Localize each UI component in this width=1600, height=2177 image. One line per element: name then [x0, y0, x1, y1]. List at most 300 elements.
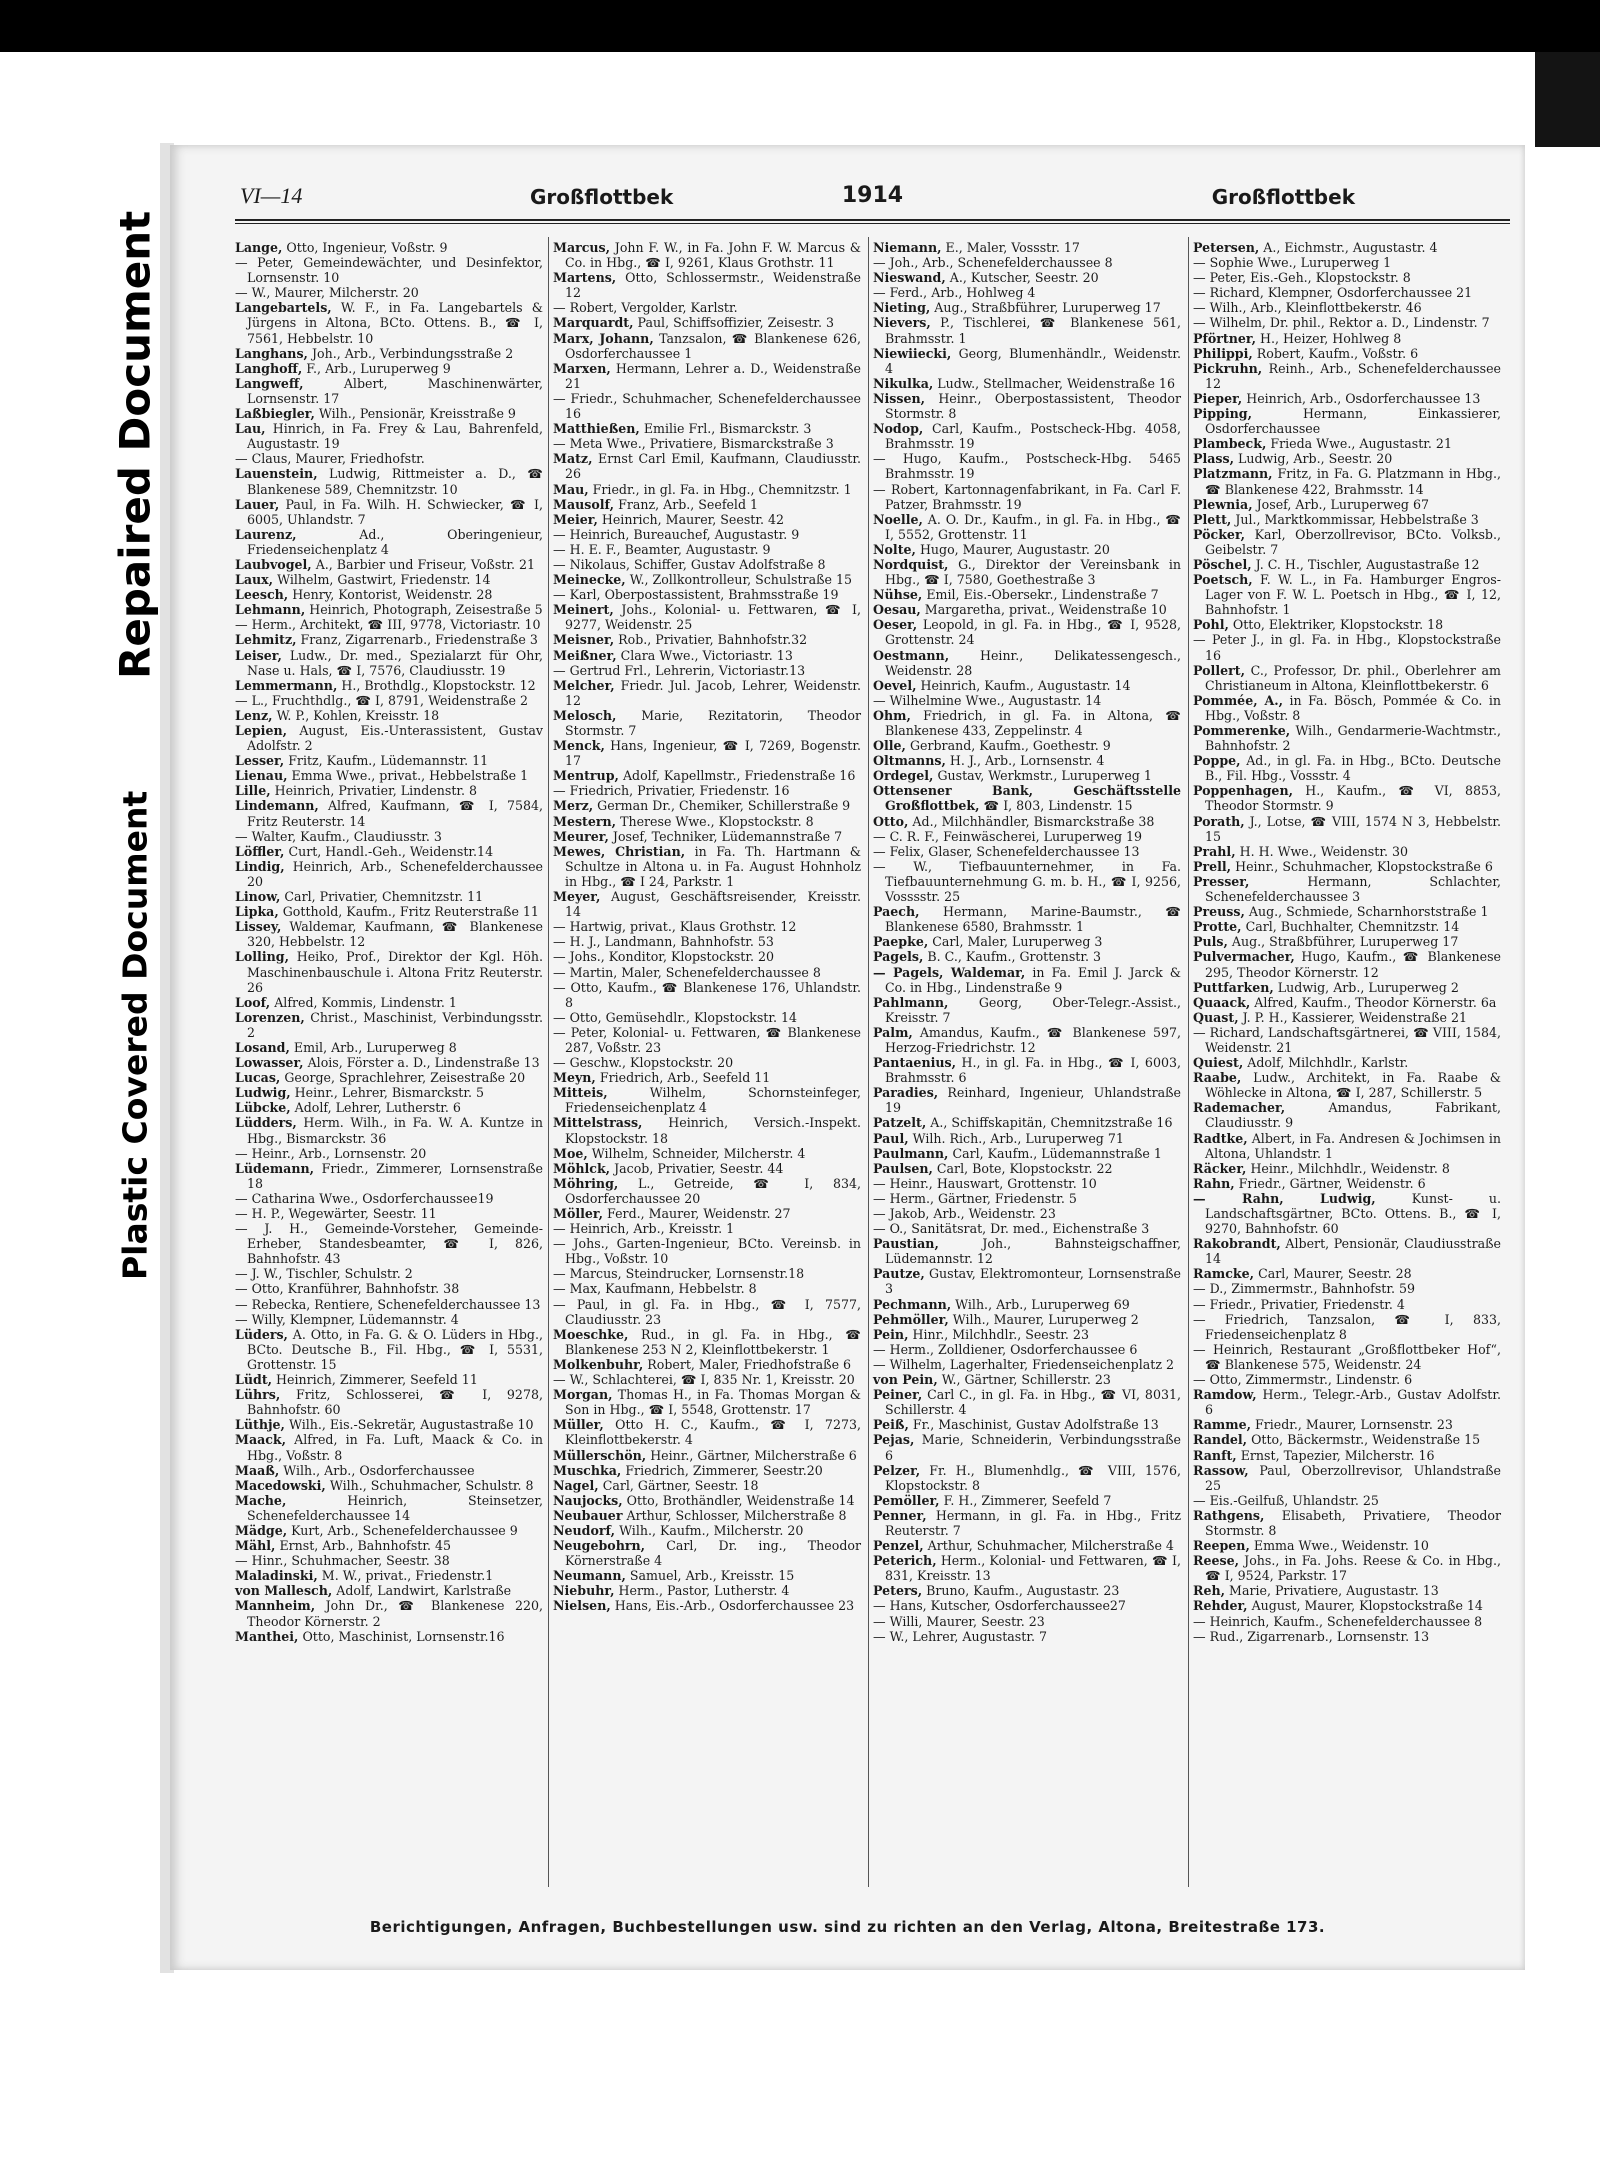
entry-name: Paepke,: [873, 934, 929, 950]
entry-details: Georg, Blumenhändlr., Weidenstr. 4: [885, 345, 1181, 376]
entry-details: — Peter, Gemeindewächter, und Desinfektor, Lornsenstr. 10: [235, 255, 543, 286]
directory-entry: [1193, 1191, 1501, 1236]
entry-name: Meisner,: [553, 632, 615, 648]
directory-entry: [553, 572, 861, 587]
entry-name: Maaß,: [235, 1462, 280, 1478]
entry-name: Lehmitz,: [235, 632, 297, 648]
directory-entry: [553, 300, 861, 315]
entry-details: G., Direktor der Vereinsbank in Hbg., ☎ I, 7580, Goethestraße 3: [885, 556, 1181, 588]
entry-name: Poppe,: [1193, 753, 1241, 769]
entry-details: Jul., Marktkommissar, Hebbelstraße 3: [1235, 511, 1479, 527]
directory-entry: [873, 255, 1181, 270]
entry-name: Pickruhn,: [1193, 360, 1263, 376]
entry-name: Mannheim,: [235, 1598, 316, 1614]
directory-entry: [1193, 240, 1501, 255]
entry-details: — Hugo, Kaufm., Postscheck-Hbg. 5465 Brahmsstr. 19: [873, 451, 1181, 482]
entry-name: Marquardt,: [553, 315, 634, 331]
entry-details: Wilh., Pensionär, Kreisstraße 9: [318, 406, 516, 422]
entry-name: Rehder,: [1193, 1598, 1248, 1614]
entry-name: Nievers,: [873, 315, 931, 331]
directory-entry: [235, 1266, 543, 1281]
directory-entry: [553, 1523, 861, 1538]
entry-name: — Rahn, Ludwig,: [1193, 1190, 1376, 1206]
entry-name: Pelzer,: [873, 1462, 921, 1478]
directory-entry: [1193, 934, 1501, 949]
entry-name: Neumann,: [553, 1568, 626, 1584]
entry-name: Quast,: [1193, 1009, 1239, 1025]
directory-entry: [553, 557, 861, 572]
entry-details: — Hinr., Schuhmacher, Seestr. 38: [235, 1553, 450, 1569]
entry-details: Emilie Frl., Bismarckstr. 3: [643, 421, 812, 437]
entry-details: Hinrich, in Fa. Frey & Lau, Bahrenfeld, Augustastr. 19: [247, 421, 543, 452]
entry-name: Pautze,: [873, 1266, 925, 1282]
entry-details: — Heinrich, Arb., Kreisstr. 1: [553, 1221, 735, 1237]
entry-details: Emma Wwe., privat., Hebbelstraße 1: [291, 768, 529, 784]
directory-entry: [873, 949, 1181, 964]
entry-details: — Heinr., Arb., Lornsenstr. 20: [235, 1145, 427, 1161]
directory-entry: [235, 859, 543, 889]
entry-details: Otto, Brothändler, Weidenstraße 14: [626, 1492, 855, 1508]
directory-entry: [1193, 1629, 1501, 1644]
entry-details: Fritz, in Fa. G. Platzmann in Hbg., ☎ Blankenese 422, Brahmsstr. 14: [1205, 466, 1501, 497]
entry-name: Lauer,: [235, 496, 280, 512]
directory-entry: [873, 376, 1181, 391]
directory-entry: [553, 1327, 861, 1357]
entry-details: — Friedrich, Tanzsalon, ☎ I, 833, Friedenseichenplatz 8: [1193, 1311, 1501, 1342]
directory-entry: [1193, 1025, 1501, 1055]
directory-entry: [873, 753, 1181, 768]
entry-name: Neudorf,: [553, 1522, 616, 1538]
entry-details: Samuel, Arb., Kreisstr. 15: [629, 1568, 795, 1584]
directory-entry: [873, 542, 1181, 557]
entry-details: Marie, Schneiderin, Verbindungsstraße 6: [885, 1432, 1181, 1463]
entry-details: — Wilhelm, Dr. phil., Rektor a. D., Lindenstr. 7: [1193, 315, 1490, 331]
entry-details: Heinr., Lehrer, Bismarckstr. 5: [294, 1085, 484, 1101]
entry-details: Albert, Pensionär, Claudiusstraße 14: [1205, 1236, 1501, 1267]
entry-details: F. W. L., in Fa. Hamburger Engros-Lager von F. W. L. Poetsch in Hbg., ☎ I, 12, Bahnhofstr. 1: [1205, 572, 1501, 618]
entry-name: Muschka,: [553, 1462, 622, 1478]
entry-details: Carl, Dr. ing., Theodor Körnerstraße 4: [565, 1538, 861, 1569]
entry-name: Neubauer: [553, 1507, 623, 1523]
directory-entry: [873, 1432, 1181, 1462]
entry-name: Laubvogel,: [235, 556, 312, 572]
entry-details: Friedrich, in gl. Fa. in Altona, ☎ Blankenese 433, Zeppelinstr. 4: [885, 707, 1181, 738]
directory-entry: [235, 1387, 543, 1417]
entry-name: Langweff,: [235, 375, 304, 391]
directory-entry: [553, 768, 861, 783]
directory-entry: [235, 421, 543, 451]
directory-entry: [873, 783, 1181, 813]
entry-details: Fritz, Schlosserei, ☎ I, 9278, Bahnhofstr. 60: [247, 1387, 543, 1418]
entry-details: Robert, Kaufm., Voßstr. 6: [1256, 345, 1419, 361]
publisher-footer: Berichtigungen, Anfragen, Buchbestellungen usw. sind zu richten an den Verlag, Altona, Breitestraße 173.: [369, 1918, 1326, 1936]
directory-entry: [1193, 859, 1501, 874]
entry-details: Hugo, Kaufm., ☎ Blankenese 295, Theodor Körnerstr. 12: [1205, 949, 1501, 980]
entry-name: Rakobrandt,: [1193, 1236, 1281, 1252]
entry-details: B. C., Kaufm., Grottenstr. 3: [927, 949, 1102, 965]
directory-entry: [235, 904, 543, 919]
entry-name: Plett,: [1193, 511, 1232, 527]
entry-details: Ernst Carl Emil, Kaufmann, Claudiusstr. 26: [565, 451, 861, 482]
entry-name: Paulsen,: [873, 1160, 933, 1176]
directory-entry: [553, 1010, 861, 1025]
entry-details: Heinrich, Zimmerer, Seefeld 11: [276, 1372, 478, 1388]
entry-name: Paulmann,: [873, 1145, 949, 1161]
entry-details: Karl, Oberzollrevisor, BCto. Volksb., Geibelstr. 7: [1205, 526, 1501, 557]
directory-entry: [873, 648, 1181, 678]
entry-name: Pechmann,: [873, 1296, 952, 1312]
entry-name: Möhring,: [553, 1175, 619, 1191]
entry-details: H., Brothdlg., Klopstockstr. 12: [341, 677, 536, 693]
entry-details: Ludw., Architekt, in Fa. Raabe & Wöhlecke in Altona, ☎ I, 287, Schillerstr. 5: [1205, 1070, 1501, 1101]
side-label-repaired: Repaired Document: [110, 210, 160, 680]
entry-name: Nielsen,: [553, 1598, 611, 1614]
directory-entry: [235, 889, 543, 904]
directory-entry: [235, 1493, 543, 1523]
entry-name: Nolte,: [873, 541, 916, 557]
entry-name: Morgan,: [553, 1387, 613, 1403]
directory-entry: [235, 919, 543, 949]
entry-details: A., Barbier und Friseur, Voßstr. 21: [315, 556, 536, 572]
entry-details: — Friedr., Privatier, Friedenstr. 4: [1193, 1296, 1405, 1312]
entry-details: — Otto, Kranführer, Bahnhofstr. 38: [235, 1281, 460, 1297]
entry-name: Lorenzen,: [235, 1009, 305, 1025]
entry-name: Prahl,: [1193, 843, 1236, 859]
entry-details: Heinr., Gärtner, Milcherstraße 6: [650, 1447, 857, 1463]
entry-details: — Willi, Maurer, Seestr. 23: [873, 1613, 1045, 1629]
entry-name: Rademacher,: [1193, 1100, 1286, 1116]
entry-details: Hans, Eis.-Arb., Osdorferchaussee 23: [614, 1598, 855, 1614]
entry-details: H. H. Wwe., Weidenstr. 30: [1239, 843, 1408, 859]
directory-entry: [235, 240, 543, 255]
directory-entry: [873, 678, 1181, 693]
directory-entry: [235, 466, 543, 496]
entry-name: Rassow,: [1193, 1462, 1249, 1478]
entry-name: Penner,: [873, 1507, 927, 1523]
entry-name: Oltmanns,: [873, 753, 946, 769]
entry-details: Jacob, Privatier, Seestr. 44: [614, 1160, 784, 1176]
entry-details: — Walter, Kaufm., Claudiusstr. 3: [235, 828, 442, 844]
entry-details: E., Maler, Vossstr. 17: [945, 240, 1080, 255]
entry-details: H., in gl. Fa. in Hbg., ☎ I, 6003, Brahmsstr. 6: [885, 1055, 1181, 1086]
entry-details: — Nikolaus, Schiffer, Gustav Adolfstraße 8: [553, 556, 826, 572]
entry-details: Heinr., Oberpostassistent, Theodor Stormstr. 8: [885, 390, 1181, 422]
entry-details: J. P. H., Kassierer, Weidenstraße 21: [1242, 1009, 1468, 1025]
directory-entry: [553, 1463, 861, 1478]
directory-entry: [235, 406, 543, 421]
directory-entry: [873, 1417, 1181, 1432]
entry-details: Carl, Maurer, Seestr. 28: [1258, 1266, 1412, 1282]
directory-entry: [873, 451, 1181, 481]
directory-entry: [553, 783, 861, 798]
directory-entry: [1193, 1508, 1501, 1538]
directory-entry: [553, 1115, 861, 1145]
entry-details: Clara Wwe., Victoriastr. 13: [620, 647, 793, 663]
directory-entry: [1193, 1387, 1501, 1417]
directory-entry: [235, 1010, 543, 1040]
directory-entry: [235, 346, 543, 361]
directory-entry: [873, 512, 1181, 542]
directory-entry: [235, 1417, 543, 1432]
directory-entry: [553, 1508, 861, 1523]
entry-details: Amandus, Kaufm., ☎ Blankenese 597, Herzog-Friedrichstr. 12: [885, 1024, 1181, 1055]
directory-entry: [873, 391, 1181, 421]
entry-details: Gotthold, Kaufm., Fritz Reuterstraße 11: [282, 904, 539, 920]
entry-details: — Marcus, Steindrucker, Lornsenstr.18: [553, 1266, 805, 1282]
entry-name: Lüthje,: [235, 1417, 285, 1433]
entry-details: Arthur, Schlosser, Milcherstraße 8: [626, 1507, 847, 1523]
directory-entry: [873, 557, 1181, 587]
entry-details: Johs., in Fa. Johs. Reese & Co. in Hbg., ☎ I, 9524, Parkstr. 17: [1205, 1553, 1501, 1584]
directory-entry: [1193, 1055, 1501, 1070]
entry-details: August, Eis.-Unterassistent, Gustav Adolfstr. 2: [247, 723, 543, 754]
directory-entry: [553, 934, 861, 949]
entry-details: Friedr., Maurer, Lornsenstr. 23: [1254, 1417, 1453, 1433]
entry-details: Bruno, Kaufm., Augustastr. 23: [926, 1583, 1120, 1599]
entry-details: Robert, Maler, Friedhofstraße 6: [647, 1356, 852, 1372]
directory-entry: [553, 542, 861, 557]
directory-entry: [553, 1206, 861, 1221]
directory-entry: [553, 1085, 861, 1115]
directory-entry: [235, 723, 543, 753]
entry-details: Heinrich, Privatier, Lindenstr. 8: [274, 783, 478, 799]
directory-entry: [553, 1372, 861, 1387]
directory-entry: [553, 1146, 861, 1161]
entry-name: Molkenbuhr,: [553, 1356, 644, 1372]
entry-name: Leesch,: [235, 587, 289, 603]
directory-entry: [553, 663, 861, 678]
directory-column-3: [873, 240, 1181, 1644]
entry-name: Pahlmann,: [873, 994, 949, 1010]
entry-details: Heinr., Schuhmacher, Klopstockstraße 6: [1235, 858, 1493, 874]
entry-details: Alfred, in Fa. Luft, Maack & Co. in Hbg., Voßstr. 8: [247, 1432, 543, 1463]
entry-name: Poetsch,: [1193, 572, 1253, 588]
directory-entry: [553, 1025, 861, 1055]
entry-name: Lange,: [235, 240, 283, 255]
entry-details: Paul, in Fa. Wilh. H. Schwiecker, ☎ I, 6005, Uhlandstr. 7: [247, 496, 543, 527]
directory-entry: [553, 1583, 861, 1598]
entry-details: — Wilhelmine Wwe., Augustastr. 14: [873, 692, 1102, 708]
directory-entry: [553, 331, 861, 361]
directory-entry: [553, 587, 861, 602]
directory-entry: [235, 708, 543, 723]
entry-details: Alois, Förster a. D., Lindenstraße 13: [307, 1055, 540, 1071]
directory-entry: [1193, 1538, 1501, 1553]
entry-details: Friedrich, Zimmerer, Seestr.20: [625, 1462, 823, 1478]
entry-details: Friedr., in gl. Fa. in Hbg., Chemnitzstr. 1: [592, 481, 852, 497]
entry-details: Heinrich, Kaufm., Augustastr. 14: [920, 677, 1131, 693]
entry-details: John F. W., in Fa. John F. W. Marcus & Co. in Hbg., ☎ I, 9261, Klaus Grothstr. 11: [565, 240, 861, 271]
directory-entry: [1193, 632, 1501, 662]
entry-name: Lucas,: [235, 1070, 281, 1086]
column-divider: [1188, 237, 1189, 1887]
entry-details: Wilh. Rich., Arb., Luruperweg 71: [912, 1130, 1124, 1146]
entry-details: — Hartwig, privat., Klaus Grothstr. 12: [553, 919, 797, 935]
directory-entry: [873, 1629, 1181, 1644]
directory-entry: [235, 1297, 543, 1312]
directory-entry: [235, 1478, 543, 1493]
side-label-plastic: Plastic Covered Document: [115, 790, 155, 1280]
entry-details: Paul, Schiffsoffizier, Zeisestr. 3: [637, 315, 834, 331]
header-rule-thin: [235, 223, 1510, 224]
entry-details: Wilhelm, Schornsteinfeger, Friedenseichenplatz 4: [565, 1085, 861, 1116]
header-place-right: Großflottbek: [1211, 185, 1355, 209]
directory-entry: [553, 1598, 861, 1613]
entry-details: M. W., privat., Friedenstr.1: [321, 1568, 494, 1584]
entry-name: Mitteis,: [553, 1085, 608, 1101]
entry-name: Lüders,: [235, 1326, 288, 1342]
entry-name: Nordquist,: [873, 556, 949, 572]
entry-details: — Eis.-Geilfuß, Uhlandstr. 25: [1193, 1492, 1379, 1508]
directory-entry: [1193, 557, 1501, 572]
entry-name: Puls,: [1193, 934, 1228, 950]
entry-details: Hermann, in gl. Fa. in Hbg., Fritz Reuterstr. 7: [885, 1507, 1181, 1538]
directory-entry: [873, 1146, 1181, 1161]
entry-details: Ad., Milchhändler, Bismarckstraße 38: [912, 813, 1155, 829]
entry-name: Lehmann,: [235, 602, 306, 618]
entry-details: Heinrich, Photograph, Zeisestraße 5: [309, 602, 543, 618]
entry-details: — Friedrich, Privatier, Friedenstr. 16: [553, 783, 790, 799]
entry-details: Margaretha, privat., Weidenstraße 10: [924, 602, 1167, 618]
directory-entry: [1193, 1176, 1501, 1191]
entry-name: Paul,: [873, 1130, 909, 1146]
entry-name: Merz,: [553, 798, 594, 814]
directory-entry: [873, 285, 1181, 300]
directory-entry: [553, 829, 861, 844]
directory-entry: [873, 814, 1181, 829]
directory-entry: [873, 1221, 1181, 1236]
entry-name: Neugebohrn,: [553, 1538, 646, 1554]
entry-details: August, Geschäftsreisender, Kreisstr. 14: [565, 889, 861, 920]
entry-details: — Karl, Oberpostassistent, Brahmsstraße 19: [553, 587, 839, 603]
directory-entry: [1193, 1342, 1501, 1372]
entry-details: Josef, Arb., Luruperweg 67: [1256, 496, 1430, 512]
directory-entry: [1193, 995, 1501, 1010]
entry-name: Oeser,: [873, 617, 918, 633]
entry-details: H. J., Arb., Lornsenstr. 4: [949, 753, 1105, 769]
entry-details: — Sophie Wwe., Luruperweg 1: [1193, 255, 1392, 271]
directory-entry: [235, 995, 543, 1010]
directory-entry: [235, 300, 543, 345]
entry-name: von Pein,: [873, 1372, 938, 1388]
entry-name: Lindig,: [235, 858, 285, 874]
directory-entry: [553, 1417, 861, 1447]
column-divider: [868, 237, 869, 1887]
directory-entry: [873, 844, 1181, 859]
directory-entry: [1193, 572, 1501, 617]
entry-details: — Hans, Kutscher, Osdorferchaussee27: [873, 1598, 1126, 1614]
entry-name: Lolling,: [235, 949, 289, 965]
directory-entry: [873, 1342, 1181, 1357]
entry-details: — Otto, Kaufm., ☎ Blankenese 176, Uhlandstr. 8: [553, 979, 861, 1010]
directory-entry: [553, 814, 861, 829]
directory-entry: [553, 315, 861, 330]
entry-details: Carl C., in gl. Fa. in Hbg., ☎ VI, 8031, Schillerstr. 4: [885, 1387, 1181, 1418]
entry-name: Porath,: [1193, 813, 1245, 829]
entry-details: Adolf, Milchhdlr., Karlstr.: [1247, 1055, 1409, 1071]
directory-entry: [873, 270, 1181, 285]
directory-entry: [1193, 949, 1501, 979]
entry-details: A., Schiffskapitän, Chemnitzstraße 16: [930, 1115, 1173, 1131]
directory-entry: [1193, 270, 1501, 285]
entry-details: Tanzsalon, ☎ Blankenese 626, Osdorferchaussee 1: [565, 330, 861, 361]
entry-details: P., Tischlerei, ☎ Blankenese 561, Brahmsstr. 1: [885, 315, 1181, 346]
entry-name: Meier,: [553, 511, 598, 527]
entry-details: Wilh., Arb., Osdorferchaussee: [283, 1462, 475, 1478]
entry-details: Josef, Techniker, Lüdemannstraße 7: [612, 828, 843, 844]
entry-details: Marie, Rezitatorin, Theodor Stormstr. 7: [565, 707, 861, 738]
directory-entry: [1193, 844, 1501, 859]
directory-entry: [873, 1176, 1181, 1191]
entry-name: Oesau,: [873, 602, 921, 618]
entry-details: Alfred, Kaufm., Theodor Körnerstr. 6a: [1254, 994, 1497, 1010]
entry-details: — Joh., Arb., Schenefelderchaussee 8: [873, 255, 1113, 271]
directory-entry: [1193, 1432, 1501, 1447]
entry-details: — Wilhelm, Lagerhalter, Friedenseichenplatz 2: [873, 1356, 1174, 1372]
entry-details: — Max, Kaufmann, Hebbelstr. 8: [553, 1281, 757, 1297]
directory-entry: [1193, 1417, 1501, 1432]
entry-name: Raabe,: [1193, 1070, 1242, 1086]
entry-name: Moeschke,: [553, 1326, 629, 1342]
entry-details: Ernst, Arb., Bahnhofstr. 45: [279, 1538, 452, 1554]
entry-name: Moe,: [553, 1145, 588, 1161]
entry-name: Laßbiegler,: [235, 406, 315, 422]
directory-entry: [1193, 723, 1501, 753]
entry-name: Langhoff,: [235, 360, 303, 376]
directory-entry: [1193, 1281, 1501, 1296]
directory-entry: [873, 1025, 1181, 1055]
entry-details: Therese Wwe., Klopstockstr. 8: [620, 813, 814, 829]
directory-entry: [235, 1432, 543, 1462]
entry-details: Otto, Schlossermstr., Weidenstraße 12: [565, 270, 861, 301]
entry-name: Ramme,: [1193, 1417, 1251, 1433]
entry-name: Lauenstein,: [235, 466, 318, 482]
entry-name: Petersen,: [1193, 240, 1260, 255]
directory-entry: [1193, 1553, 1501, 1583]
entry-name: Ranft,: [1193, 1447, 1237, 1463]
directory-entry: [1193, 1312, 1501, 1342]
page-number: VI—14: [240, 183, 303, 208]
entry-details: — Catharina Wwe., Osdorferchaussee19: [235, 1190, 494, 1206]
directory-entry: [235, 783, 543, 798]
entry-details: Christ., Maschinist, Verbindungsstr. 2: [247, 1009, 543, 1040]
entry-name: Mache,: [235, 1492, 287, 1508]
directory-entry: [873, 346, 1181, 376]
directory-entry: [873, 738, 1181, 753]
directory-entry: [553, 482, 861, 497]
entry-details: Wilh., Maurer, Luruperweg 2: [952, 1311, 1139, 1327]
entry-name: Randel,: [1193, 1432, 1248, 1448]
entry-details: Herm., Telegr.-Arb., Gustav Adolfstr. 6: [1205, 1387, 1501, 1418]
entry-details: A. O. Dr., Kaufm., in gl. Fa. in Hbg., ☎ I, 5552, Grottenstr. 11: [885, 511, 1181, 542]
directory-column-2: [553, 240, 861, 1614]
entry-name: Nieting,: [873, 300, 931, 316]
entry-details: — W., Tiefbauunternehmer, in Fa. Tiefbauunternehmung G. m. b. H., ☎ I, 9256, Vosssstr. 25: [873, 858, 1181, 905]
entry-name: Plambeck,: [1193, 436, 1267, 452]
directory-entry: [1193, 466, 1501, 496]
entry-name: Laurenz,: [235, 526, 297, 542]
entry-details: Hinr., Milchhdlr., Seestr. 23: [912, 1326, 1089, 1342]
entry-name: Martens,: [553, 270, 617, 286]
directory-entry: [235, 1598, 543, 1628]
entry-details: Friedr., Zimmerer, Lornsenstraße 18: [247, 1160, 543, 1191]
entry-details: — Otto, Zimmermstr., Lindenstr. 6: [1193, 1372, 1413, 1388]
entry-name: Pöcker,: [1193, 526, 1246, 542]
directory-entry: [235, 1040, 543, 1055]
entry-details: Joh., Bahnsteigschaffner, Lüdemannstr. 12: [885, 1236, 1181, 1267]
entry-details: Otto, Ingenieur, Voßstr. 9: [286, 240, 448, 255]
entry-name: Loof,: [235, 994, 271, 1010]
